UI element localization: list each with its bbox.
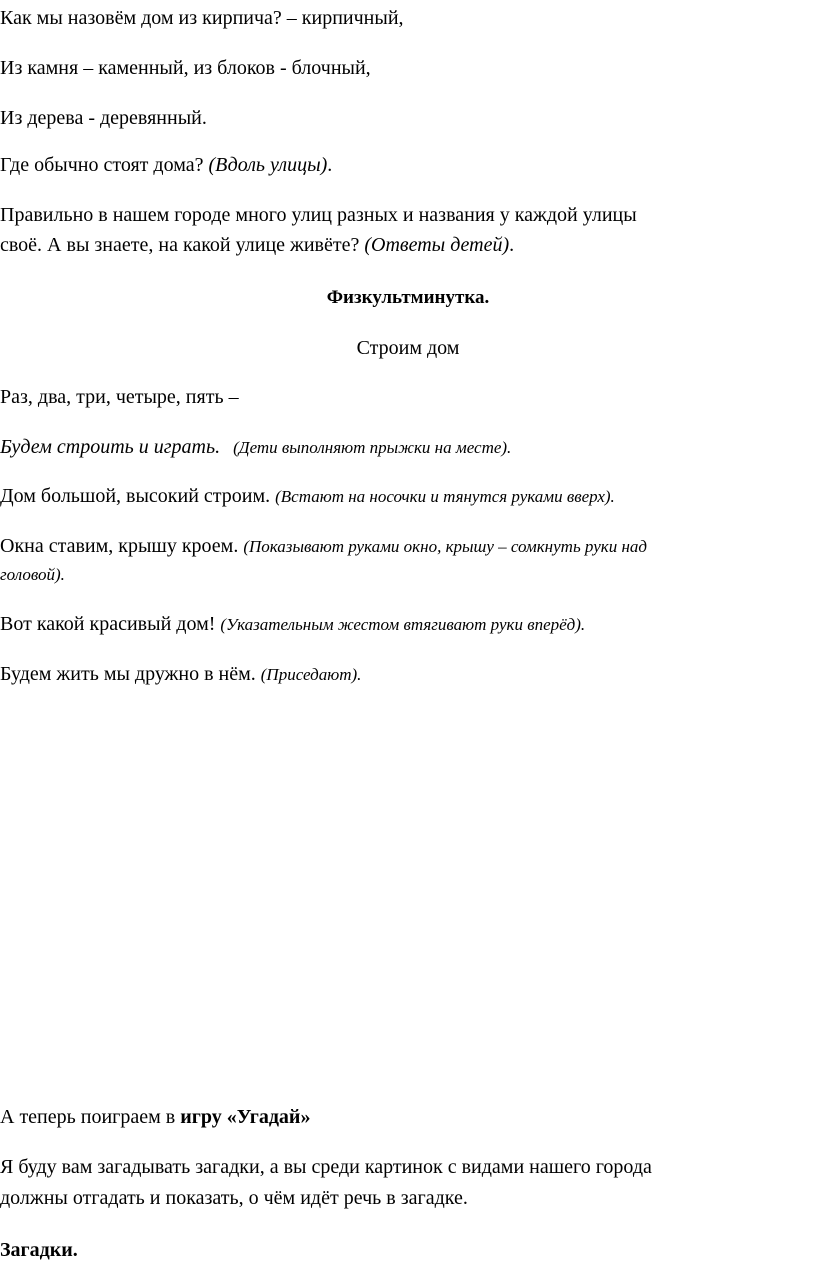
paragraph-brick: Как мы назовём дом из кирпича? – кирпичный, xyxy=(0,7,404,29)
fizminutka-title: Физкультминутка. xyxy=(326,287,490,308)
poem-note: (Приседают). xyxy=(260,665,362,684)
question-text: Где обычно стоят дома? xyxy=(0,154,209,176)
answer-note: (Вдоль улицы) xyxy=(208,154,328,176)
poem-text: Дом большой, высокий строим. xyxy=(0,485,276,507)
paragraph-streets-line2 xyxy=(0,233,514,257)
poem-line-3 xyxy=(0,484,615,509)
poem-note: (Дети выполняют прыжки на месте). xyxy=(233,438,512,457)
answer-note: (Ответы детей) xyxy=(364,234,510,256)
poem-text: Будем строить и играть. xyxy=(0,436,221,458)
paragraph-wood: Из дерева - деревянный. xyxy=(0,107,207,129)
streets-question: своё. А вы знаете, на какой улице живёте? xyxy=(0,234,365,256)
poem-text: Вот какой красивый дом! xyxy=(0,613,221,635)
poem-text: Будем жить мы дружно в нём. xyxy=(0,663,261,685)
riddles-heading: Загадки. xyxy=(0,1239,78,1261)
game-name: игру «Угадай» xyxy=(180,1106,311,1128)
poem-text: Окна ставим, крышу кроем. xyxy=(0,535,244,557)
poem-note: (Встают на носочки и тянутся руками вверх). xyxy=(275,487,615,506)
punct: . xyxy=(327,154,333,176)
game-intro xyxy=(0,1105,310,1129)
game-description-line1: Я буду вам загадывать загадки, а вы среди картинок с видами нашего города xyxy=(0,1156,652,1178)
poem-note: (Показывают руками окно, крышу – сомкнуть руки над xyxy=(243,537,647,556)
poem-note: (Указательным жестом втягивают руки вперёд). xyxy=(220,615,586,634)
game-description-line2: должны отгадать и показать, о чём идёт речь в загадке. xyxy=(0,1187,468,1209)
punct: . xyxy=(509,234,515,256)
poem-line-2 xyxy=(0,435,511,460)
poem-line-4 xyxy=(0,534,647,559)
game-intro-text: А теперь поиграем в xyxy=(0,1106,181,1128)
fizminutka-subtitle: Строим дом xyxy=(356,337,460,359)
poem-line-6 xyxy=(0,662,361,687)
paragraph-where-houses xyxy=(0,153,332,177)
paragraph-streets-line1: Правильно в нашем городе много улиц разных и названия у каждой улицы xyxy=(0,204,637,226)
poem-line-1: Раз, два, три, четыре, пять – xyxy=(0,386,239,408)
poem-line-5 xyxy=(0,612,585,637)
paragraph-stone: Из камня – каменный, из блоков - блочный, xyxy=(0,57,371,79)
poem-line-4-cont: головой). xyxy=(0,565,65,584)
